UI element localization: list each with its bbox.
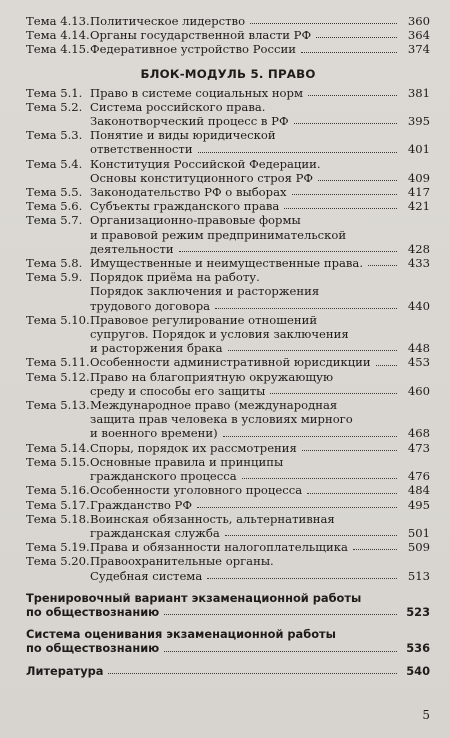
- toc-entry: [26, 100, 430, 128]
- topic-number: Тема 5.9.: [26, 270, 83, 285]
- topic-last-line: [90, 142, 430, 156]
- topic-body: [90, 199, 430, 213]
- toc-entry: [26, 28, 430, 42]
- toc-extras-list: [26, 591, 430, 678]
- topic-last-line: [90, 28, 430, 42]
- toc-entry: [26, 199, 430, 213]
- topic-number: Тема 5.17.: [26, 497, 90, 512]
- topic-last-line: [90, 569, 430, 583]
- topic-title-line: Порядок заключения и расторжения: [90, 284, 320, 299]
- toc-topic-list: [26, 86, 430, 583]
- topic-number: Тема 5.8.: [26, 256, 83, 271]
- toc-extra-block: [26, 591, 430, 619]
- topic-last-line: [90, 341, 430, 355]
- topic-body: [90, 370, 430, 398]
- toc-entry: [26, 370, 430, 398]
- topic-title-line: по обществознанию: [26, 641, 160, 656]
- page-number: 5: [422, 708, 430, 722]
- toc-entry: [26, 185, 430, 199]
- topic-last-line: [90, 256, 430, 270]
- topic-page-number: 448: [407, 341, 430, 356]
- toc-entry: [26, 455, 430, 483]
- topic-number: Тема 5.11.: [26, 355, 90, 370]
- topic-last-line: [90, 441, 430, 455]
- topic-title-line: Законодательство РФ о выборах: [90, 185, 287, 200]
- toc-entry: [26, 498, 430, 512]
- dot-leader: [164, 614, 397, 615]
- dot-leader: [353, 549, 397, 550]
- topic-last-line: [90, 469, 430, 483]
- topic-number: Тема 4.15.: [26, 42, 90, 57]
- topic-number: Тема 4.13.: [26, 14, 90, 28]
- topic-last-line: [90, 86, 430, 100]
- topic-number: Тема 5.2.: [26, 99, 83, 114]
- topic-last-line: [90, 114, 430, 128]
- topic-title-line: Право на благоприятную окружающую: [90, 369, 334, 384]
- topic-page-number: 501: [407, 525, 430, 540]
- topic-body: [90, 483, 430, 497]
- topic-last-line: [90, 384, 430, 398]
- topic-last-line: [90, 498, 430, 512]
- topic-title-line: и расторжения брака: [90, 341, 223, 356]
- topic-page-number: 395: [407, 114, 430, 129]
- topic-body: [90, 540, 430, 554]
- topic-title-line: Особенности уголовного процесса: [90, 483, 303, 498]
- topic-title-line: Воинская обязанность, альтернативная: [90, 511, 335, 526]
- dot-leader: [307, 493, 397, 494]
- topic-page-number: 509: [407, 540, 430, 555]
- topic-body: [90, 554, 430, 582]
- toc-extra-entry: [26, 591, 430, 619]
- topic-last-line: [26, 641, 430, 655]
- topic-title-line: Тренировочный вариант экзаменационной работы: [26, 590, 362, 605]
- dot-leader: [368, 265, 397, 266]
- toc-entry: [26, 270, 430, 313]
- dot-leader: [292, 194, 397, 195]
- dot-leader: [215, 308, 397, 309]
- dot-leader: [198, 152, 397, 153]
- topic-body: [90, 185, 430, 199]
- topic-page-number: 409: [407, 170, 430, 185]
- topic-last-line: [90, 185, 430, 199]
- topic-body: [26, 664, 430, 678]
- dot-leader: [197, 507, 397, 508]
- topic-last-line: [90, 171, 430, 185]
- topic-last-line: [90, 426, 430, 440]
- topic-number: Тема 5.3.: [26, 128, 83, 143]
- topic-page-number: 484: [407, 483, 430, 498]
- topic-page-number: 536: [406, 641, 430, 656]
- topic-last-line: [26, 664, 430, 678]
- toc-entry: [26, 86, 430, 100]
- topic-title-line: Имущественные и неимущественные права.: [90, 256, 364, 271]
- topic-number: Тема 5.4.: [26, 156, 83, 171]
- dot-leader: [164, 651, 397, 652]
- topic-title-line: и военного времени): [90, 426, 218, 441]
- topic-number: Тема 5.16.: [26, 483, 90, 498]
- topic-page-number: 417: [407, 185, 430, 200]
- topic-title-line: Субъекты гражданского права: [90, 199, 280, 214]
- topic-number: Тема 5.14.: [26, 440, 90, 455]
- topic-body: [90, 441, 430, 455]
- toc-entry: [26, 540, 430, 554]
- topic-last-line: [90, 526, 430, 540]
- topic-last-line: [26, 605, 430, 619]
- topic-title-line: ответственности: [90, 142, 193, 157]
- dot-leader: [284, 208, 397, 209]
- topic-page-number: 540: [406, 663, 430, 678]
- toc-entry: [26, 398, 430, 441]
- topic-number: Тема 5.6.: [26, 199, 83, 214]
- toc-entry: [26, 355, 430, 369]
- toc-entry: [26, 441, 430, 455]
- topic-page-number: 374: [407, 42, 430, 57]
- topic-page-number: 433: [407, 256, 430, 271]
- toc-top-list: [26, 14, 430, 57]
- topic-title-line: защита прав человека в условиях мирного: [90, 412, 353, 427]
- topic-body: [90, 86, 430, 100]
- topic-body: [90, 100, 430, 128]
- topic-body: [90, 313, 430, 356]
- dot-leader: [294, 123, 397, 124]
- topic-body: [90, 455, 430, 483]
- dot-leader: [318, 180, 397, 181]
- topic-page-number: 513: [407, 568, 430, 583]
- topic-body: [26, 591, 430, 619]
- topic-title-line: Гражданство РФ: [90, 497, 192, 512]
- topic-title-line: Право в системе социальных норм: [90, 85, 303, 100]
- topic-body: [90, 512, 430, 540]
- topic-number: Тема 5.15.: [26, 454, 90, 469]
- dot-leader: [108, 673, 397, 674]
- topic-title-line: трудового договора: [90, 298, 211, 313]
- dot-leader: [376, 365, 397, 366]
- topic-last-line: [90, 540, 430, 554]
- topic-number: Тема 5.5.: [26, 185, 83, 200]
- dot-leader: [301, 52, 397, 53]
- topic-page-number: 476: [407, 469, 430, 484]
- dot-leader: [250, 23, 397, 24]
- topic-title-line: Права и обязанности налогоплательщика: [90, 540, 348, 555]
- topic-title-line: Международное право (международная: [90, 398, 338, 413]
- dot-leader: [302, 450, 397, 451]
- topic-last-line: [90, 199, 430, 213]
- toc-entry: [26, 256, 430, 270]
- topic-title-line: Правовое регулирование отношений: [90, 312, 318, 327]
- dot-leader: [223, 436, 397, 437]
- toc-extra-block: [26, 664, 430, 678]
- topic-last-line: [90, 242, 430, 256]
- topic-body: [90, 128, 430, 156]
- topic-number: Тема 5.18.: [26, 511, 90, 526]
- dot-leader: [207, 578, 397, 579]
- topic-body: [90, 498, 430, 512]
- topic-title-line: Политическое лидерство: [90, 14, 246, 28]
- toc-entry: [26, 157, 430, 185]
- topic-last-line: [90, 299, 430, 313]
- topic-body: [90, 14, 430, 28]
- section-title: БЛОК-МОДУЛЬ 5. ПРАВО: [140, 66, 316, 81]
- topic-title-line: Литература: [26, 663, 104, 678]
- topic-page-number: 460: [407, 383, 430, 398]
- dot-leader: [242, 478, 397, 479]
- toc-extra-entry: [26, 664, 430, 678]
- topic-title-line: Основные правила и принципы: [90, 454, 284, 469]
- topic-title-line: и правовой режим предпринимательской: [90, 227, 347, 242]
- topic-body: [90, 28, 430, 42]
- topic-body: [90, 42, 430, 56]
- dot-leader: [270, 393, 397, 394]
- topic-title-line: гражданская служба: [90, 525, 220, 540]
- topic-last-line: [90, 483, 430, 497]
- topic-page-number: 495: [407, 497, 430, 512]
- topic-number: Тема 5.7.: [26, 213, 83, 228]
- dot-leader: [316, 37, 397, 38]
- topic-title-line: Система оценивания экзаменационной работы: [26, 627, 336, 642]
- toc-entry: [26, 483, 430, 497]
- topic-page-number: 523: [406, 604, 430, 619]
- topic-body: [90, 213, 430, 256]
- topic-number: Тема 5.10.: [26, 312, 90, 327]
- topic-title-line: по обществознанию: [26, 604, 160, 619]
- topic-page-number: 440: [407, 298, 430, 313]
- topic-page-number: 468: [407, 426, 430, 441]
- topic-title-line: Федеративное устройство России: [90, 42, 296, 57]
- topic-body: [90, 398, 430, 441]
- topic-last-line: [90, 42, 430, 56]
- topic-title-line: Споры, порядок их рассмотрения: [90, 440, 297, 455]
- topic-number: Тема 5.20.: [26, 554, 90, 569]
- topic-title-line: Органы государственной власти РФ: [90, 28, 312, 43]
- dot-leader: [225, 535, 397, 536]
- table-of-contents: [26, 14, 430, 678]
- topic-title-line: Конституция Российской Федерации.: [90, 156, 321, 171]
- topic-page-number: 453: [407, 355, 430, 370]
- topic-page-number: 473: [407, 440, 430, 455]
- topic-body: [26, 627, 430, 655]
- dot-leader: [308, 95, 397, 96]
- toc-entry: [26, 14, 430, 28]
- topic-page-number: 421: [407, 199, 430, 214]
- topic-number: Тема 5.13.: [26, 398, 90, 413]
- topic-title-line: гражданского процесса: [90, 469, 237, 484]
- topic-title-line: Судебная система: [90, 568, 203, 583]
- topic-title-line: Понятие и виды юридической: [90, 128, 276, 143]
- topic-number: Тема 4.14.: [26, 28, 90, 43]
- topic-title-line: Законотворческий процесс в РФ: [90, 114, 289, 129]
- topic-page-number: 360: [407, 14, 430, 28]
- toc-entry: [26, 554, 430, 582]
- topic-last-line: [90, 14, 430, 28]
- topic-title-line: супругов. Порядок и условия заключения: [90, 327, 349, 342]
- topic-page-number: 364: [407, 28, 430, 43]
- topic-last-line: [90, 355, 430, 369]
- topic-title-line: Порядок приёма на работу.: [90, 270, 260, 285]
- topic-number: Тема 5.1.: [26, 85, 83, 100]
- toc-entry: [26, 128, 430, 156]
- topic-body: [90, 256, 430, 270]
- toc-entry: [26, 313, 430, 356]
- topic-page-number: 428: [407, 241, 430, 256]
- topic-body: [90, 355, 430, 369]
- topic-title-line: Особенности административной юрисдикции: [90, 355, 371, 370]
- toc-entry: [26, 213, 430, 256]
- topic-page-number: 381: [407, 85, 430, 100]
- topic-page-number: 401: [407, 142, 430, 157]
- dot-leader: [179, 251, 397, 252]
- topic-body: [90, 157, 430, 185]
- toc-extra-block: [26, 627, 430, 655]
- topic-title-line: деятельности: [90, 241, 174, 256]
- topic-title-line: Правоохранительные органы.: [90, 554, 274, 569]
- toc-entry: [26, 512, 430, 540]
- toc-entry: [26, 42, 430, 56]
- topic-body: [90, 270, 430, 313]
- topic-title-line: Система российского права.: [90, 99, 266, 114]
- topic-title-line: Основы конституционного строя РФ: [90, 170, 314, 185]
- topic-title-line: Организационно-правовые формы: [90, 213, 301, 228]
- topic-number: Тема 5.12.: [26, 369, 90, 384]
- topic-title-line: среду и способы его защиты: [90, 383, 266, 398]
- topic-number: Тема 5.19.: [26, 540, 90, 555]
- dot-leader: [228, 350, 397, 351]
- toc-extra-entry: [26, 627, 430, 655]
